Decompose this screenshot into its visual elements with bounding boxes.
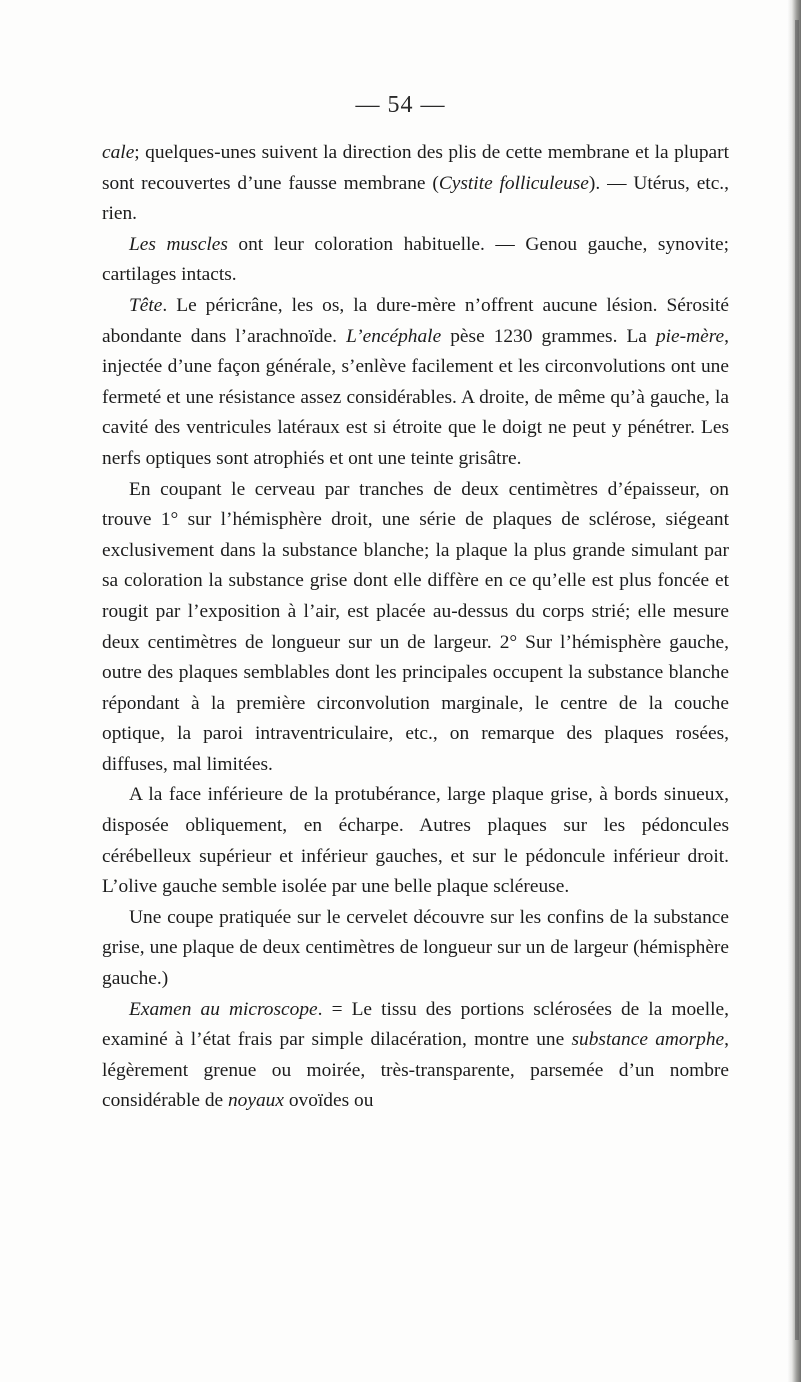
- text-run: ). — Utérus, etc., rien.: [102, 172, 729, 225]
- page-number: — 54 —: [355, 92, 446, 118]
- paragraph: [102, 138, 729, 230]
- text-run: ont leur coloration habituelle. — Genou gauche, synovite; cartilages intacts.: [102, 233, 729, 286]
- italic-text: Les muscles: [129, 233, 228, 255]
- text-run: ovoïdes ou: [283, 1090, 374, 1112]
- text-run: pèse 1230 grammes. La: [441, 325, 656, 347]
- text-run: Une coupe pratiquée sur le cervelet découvre sur les confins de la substance grise, une plaque de deux centimètres de longueur sur un de largeur (hémisphère gauche.): [102, 906, 729, 990]
- text-run: En coupant le cerveau par tranches de deux centimètres d’épaisseur, on trouve 1° sur l’hémisphère droit, une série de plaques de sclérose, siégeant exclusivement dans la substance blanche; la plaque la plus grande simulant par sa coloration la substance grise dont elle diffère en ce qu’elle est plus foncée et rougit par l’exposition à l’air, est placée au-dessus du corps strié; elle mesure deux centimètres de longueur sur un de largeur. 2° Sur l’hémisphère gauche, outre des plaques semblables dont les principales occupent la substance blanche répondant à la première circonvolution marginale, le centre de la couche optique, la paroi intraventriculaire, etc., on remarque des plaques rosées, diffuses, mal limitées.: [102, 478, 729, 775]
- italic-text: pie-mère: [655, 325, 725, 347]
- paragraph: [102, 903, 729, 995]
- page-edge-binding: [795, 20, 799, 1340]
- body-text: [102, 138, 729, 1117]
- text-run: , légèrement grenue ou moirée, très-transparente, parsemée d’un nombre considérable de: [102, 1029, 729, 1112]
- italic-text: Examen au microscope: [129, 998, 318, 1020]
- italic-text: Cystite folliculeuse: [438, 172, 589, 194]
- text-run: A la face inférieure de la protubérance, large plaque grise, à bords sinueux, disposée obliquement, en écharpe. Autres plaques sur les pédoncules cérébelleux supérieur et inférieur gauches, et sur le pédoncule inférieur droit. L’olive gauche semble isolée par une belle plaque scléreuse.: [102, 784, 729, 898]
- italic-text: cale: [102, 142, 135, 163]
- paragraph: [102, 995, 729, 1117]
- text-run: . Le péricrâne, les os, la dure-mère n’offrent aucune lésion. Sérosité abondante dans l’arachnoïde.: [102, 294, 729, 347]
- paragraph: [102, 230, 729, 291]
- text-run: . = Le tissu des portions sclérosées de la moelle, examiné à l’état frais par simple dilacération, montre une: [102, 998, 729, 1051]
- paragraph: [102, 291, 729, 475]
- italic-text: substance amorphe: [571, 1029, 725, 1051]
- paragraph: [102, 780, 729, 902]
- text-run: ; quelques-unes suivent la direction des plis de cette membrane et la plupart sont recouvertes d’une fausse membrane (: [102, 142, 729, 194]
- italic-text: Tête: [129, 294, 163, 316]
- italic-text: noyaux: [227, 1090, 284, 1112]
- paragraph: [102, 475, 729, 781]
- italic-text: L’encéphale: [346, 325, 442, 347]
- text-run: , injectée d’une façon générale, s’enlève facilement et les circonvolutions ont une fermeté et une résistance assez considérables. A droite, de même qu’à gauche, la cavité des ventricules latéraux est si étroite que le doigt ne peut y pénétrer. Les nerfs optiques sont atrophiés et ont une teinte grisâtre.: [102, 325, 729, 469]
